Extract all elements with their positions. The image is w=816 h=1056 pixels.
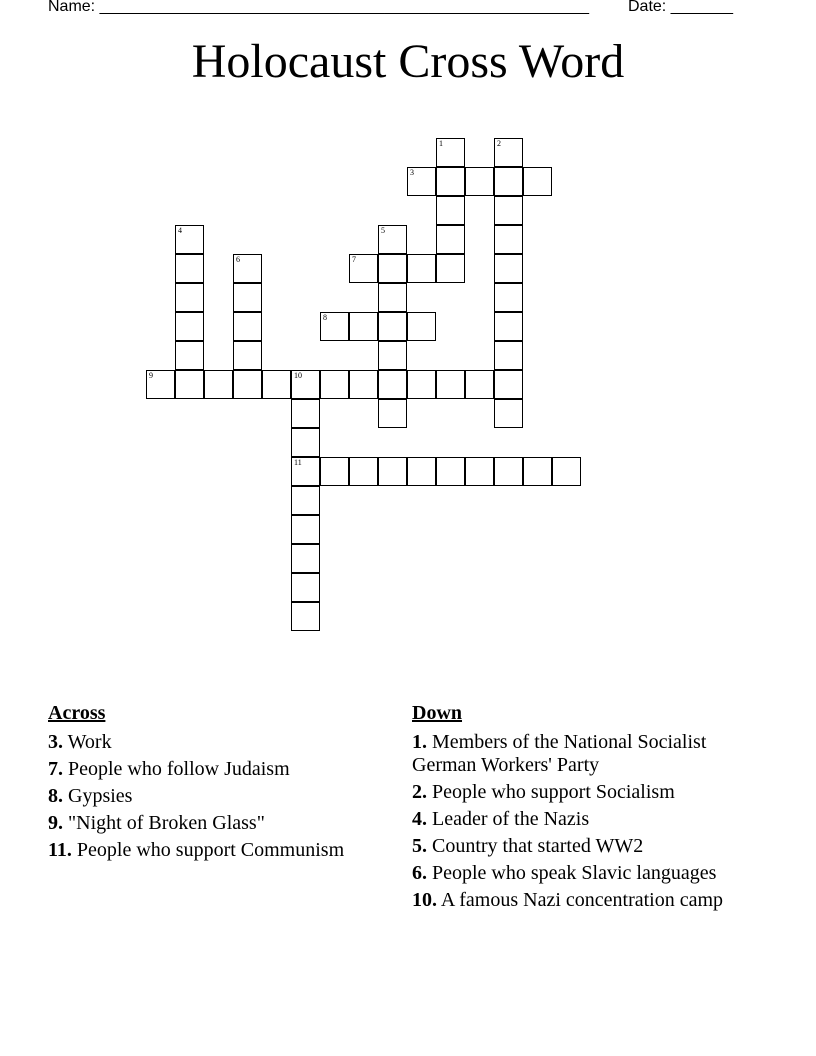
crossword-cell[interactable] (494, 370, 523, 399)
across-clue (48, 785, 378, 808)
cell-number: 11 (294, 458, 302, 467)
cell-number: 1 (439, 139, 443, 148)
crossword-cell[interactable] (349, 254, 378, 283)
clue-number: 11. (48, 839, 72, 861)
crossword-cell[interactable] (436, 457, 465, 486)
crossword-cell[interactable] (291, 573, 320, 602)
clue-text: People who speak Slavic languages (432, 862, 717, 884)
crossword-cell[interactable] (175, 225, 204, 254)
crossword-cell[interactable] (436, 167, 465, 196)
across-clues (48, 702, 378, 866)
crossword-cell[interactable] (291, 602, 320, 631)
crossword-cell[interactable] (146, 370, 175, 399)
crossword-cell[interactable] (407, 312, 436, 341)
crossword-cell[interactable] (407, 254, 436, 283)
crossword-cell[interactable] (378, 399, 407, 428)
down-clue (412, 731, 752, 777)
clue-number: 6. (412, 862, 427, 884)
clue-number: 3. (48, 731, 63, 753)
crossword-cell[interactable] (349, 370, 378, 399)
crossword-cell[interactable] (291, 428, 320, 457)
across-clue (48, 758, 378, 781)
crossword-cell[interactable] (494, 312, 523, 341)
name-field-label: Name: _______________________________________________________ (48, 0, 589, 15)
crossword-cell[interactable] (262, 370, 291, 399)
crossword-cell[interactable] (494, 283, 523, 312)
cell-number: 5 (381, 226, 385, 235)
crossword-cell[interactable] (378, 283, 407, 312)
clue-number: 9. (48, 812, 63, 834)
across-clue (48, 839, 378, 862)
cell-number: 8 (323, 313, 327, 322)
crossword-cell[interactable] (233, 370, 262, 399)
crossword-cell[interactable] (320, 370, 349, 399)
crossword-cell[interactable] (465, 457, 494, 486)
crossword-cell[interactable] (407, 167, 436, 196)
crossword-cell[interactable] (291, 370, 320, 399)
clue-number: 7. (48, 758, 63, 780)
crossword-cell[interactable] (378, 312, 407, 341)
crossword-cell[interactable] (349, 457, 378, 486)
crossword-cell[interactable] (465, 167, 494, 196)
crossword-cell[interactable] (523, 167, 552, 196)
crossword-cell[interactable] (494, 167, 523, 196)
crossword-cell[interactable] (378, 457, 407, 486)
crossword-cell[interactable] (320, 312, 349, 341)
crossword-cell[interactable] (233, 254, 262, 283)
crossword-cell[interactable] (436, 254, 465, 283)
crossword-cell[interactable] (494, 341, 523, 370)
crossword-cell[interactable] (407, 370, 436, 399)
date-field-label: Date: _______ (628, 0, 733, 15)
clue-number: 2. (412, 781, 427, 803)
clue-text: People who support Socialism (432, 781, 675, 803)
cell-number: 9 (149, 371, 153, 380)
clue-text: Work (67, 731, 112, 753)
crossword-cell[interactable] (465, 370, 494, 399)
clue-text: People who support Communism (76, 839, 345, 861)
crossword-cell[interactable] (436, 225, 465, 254)
clue-text: Members of the National Socialist German Workers' Party (412, 731, 707, 776)
crossword-cell[interactable] (494, 457, 523, 486)
across-clue (48, 812, 378, 835)
down-clue (412, 808, 752, 831)
crossword-cell[interactable] (291, 515, 320, 544)
clue-number: 1. (412, 731, 427, 753)
cell-number: 4 (178, 226, 182, 235)
crossword-cell[interactable] (494, 225, 523, 254)
crossword-cell[interactable] (494, 138, 523, 167)
down-clue (412, 862, 752, 885)
crossword-cell[interactable] (436, 196, 465, 225)
crossword-cell[interactable] (204, 370, 233, 399)
cell-number: 3 (410, 168, 414, 177)
crossword-cell[interactable] (523, 457, 552, 486)
crossword-cell[interactable] (175, 341, 204, 370)
clue-text: Leader of the Nazis (432, 808, 590, 830)
crossword-cell[interactable] (552, 457, 581, 486)
crossword-cell[interactable] (378, 254, 407, 283)
crossword-cell[interactable] (291, 544, 320, 573)
clue-text: People who follow Judaism (68, 758, 290, 780)
crossword-cell[interactable] (175, 254, 204, 283)
down-clue (412, 835, 752, 858)
crossword-cell[interactable] (175, 312, 204, 341)
crossword-cell[interactable] (233, 312, 262, 341)
crossword-cell[interactable] (436, 370, 465, 399)
crossword-cell[interactable] (291, 399, 320, 428)
crossword-cell[interactable] (378, 370, 407, 399)
crossword-cell[interactable] (349, 312, 378, 341)
across-heading: Across (48, 702, 106, 724)
clue-text: A famous Nazi concentration camp (440, 889, 724, 911)
clue-number: 5. (412, 835, 427, 857)
crossword-cell[interactable] (436, 138, 465, 167)
crossword-cell[interactable] (291, 486, 320, 515)
down-clue (412, 889, 752, 912)
crossword-cell[interactable] (378, 225, 407, 254)
clue-number: 4. (412, 808, 427, 830)
down-heading: Down (412, 702, 463, 724)
cell-number: 2 (497, 139, 501, 148)
cell-number: 7 (352, 255, 356, 264)
down-clue (412, 781, 752, 804)
crossword-cell[interactable] (291, 457, 320, 486)
crossword-cell[interactable] (233, 341, 262, 370)
crossword-cell[interactable] (320, 457, 349, 486)
crossword-cell[interactable] (175, 283, 204, 312)
clue-text: "Night of Broken Glass" (68, 812, 265, 834)
crossword-cell[interactable] (407, 457, 436, 486)
page-title: Holocaust Cross Word (191, 35, 625, 88)
down-clues (412, 702, 752, 916)
clue-number: 8. (48, 785, 63, 807)
crossword-cell[interactable] (175, 370, 204, 399)
crossword-cell[interactable] (494, 196, 523, 225)
cell-number: 6 (236, 255, 240, 264)
clue-text: Country that started WW2 (432, 835, 644, 857)
clue-text: Gypsies (68, 785, 133, 807)
crossword-cell[interactable] (494, 399, 523, 428)
across-clue (48, 731, 378, 754)
crossword-cell[interactable] (494, 254, 523, 283)
crossword-cell[interactable] (378, 341, 407, 370)
cell-number: 10 (294, 371, 302, 380)
crossword-cell[interactable] (233, 283, 262, 312)
clue-number: 10. (412, 889, 437, 911)
